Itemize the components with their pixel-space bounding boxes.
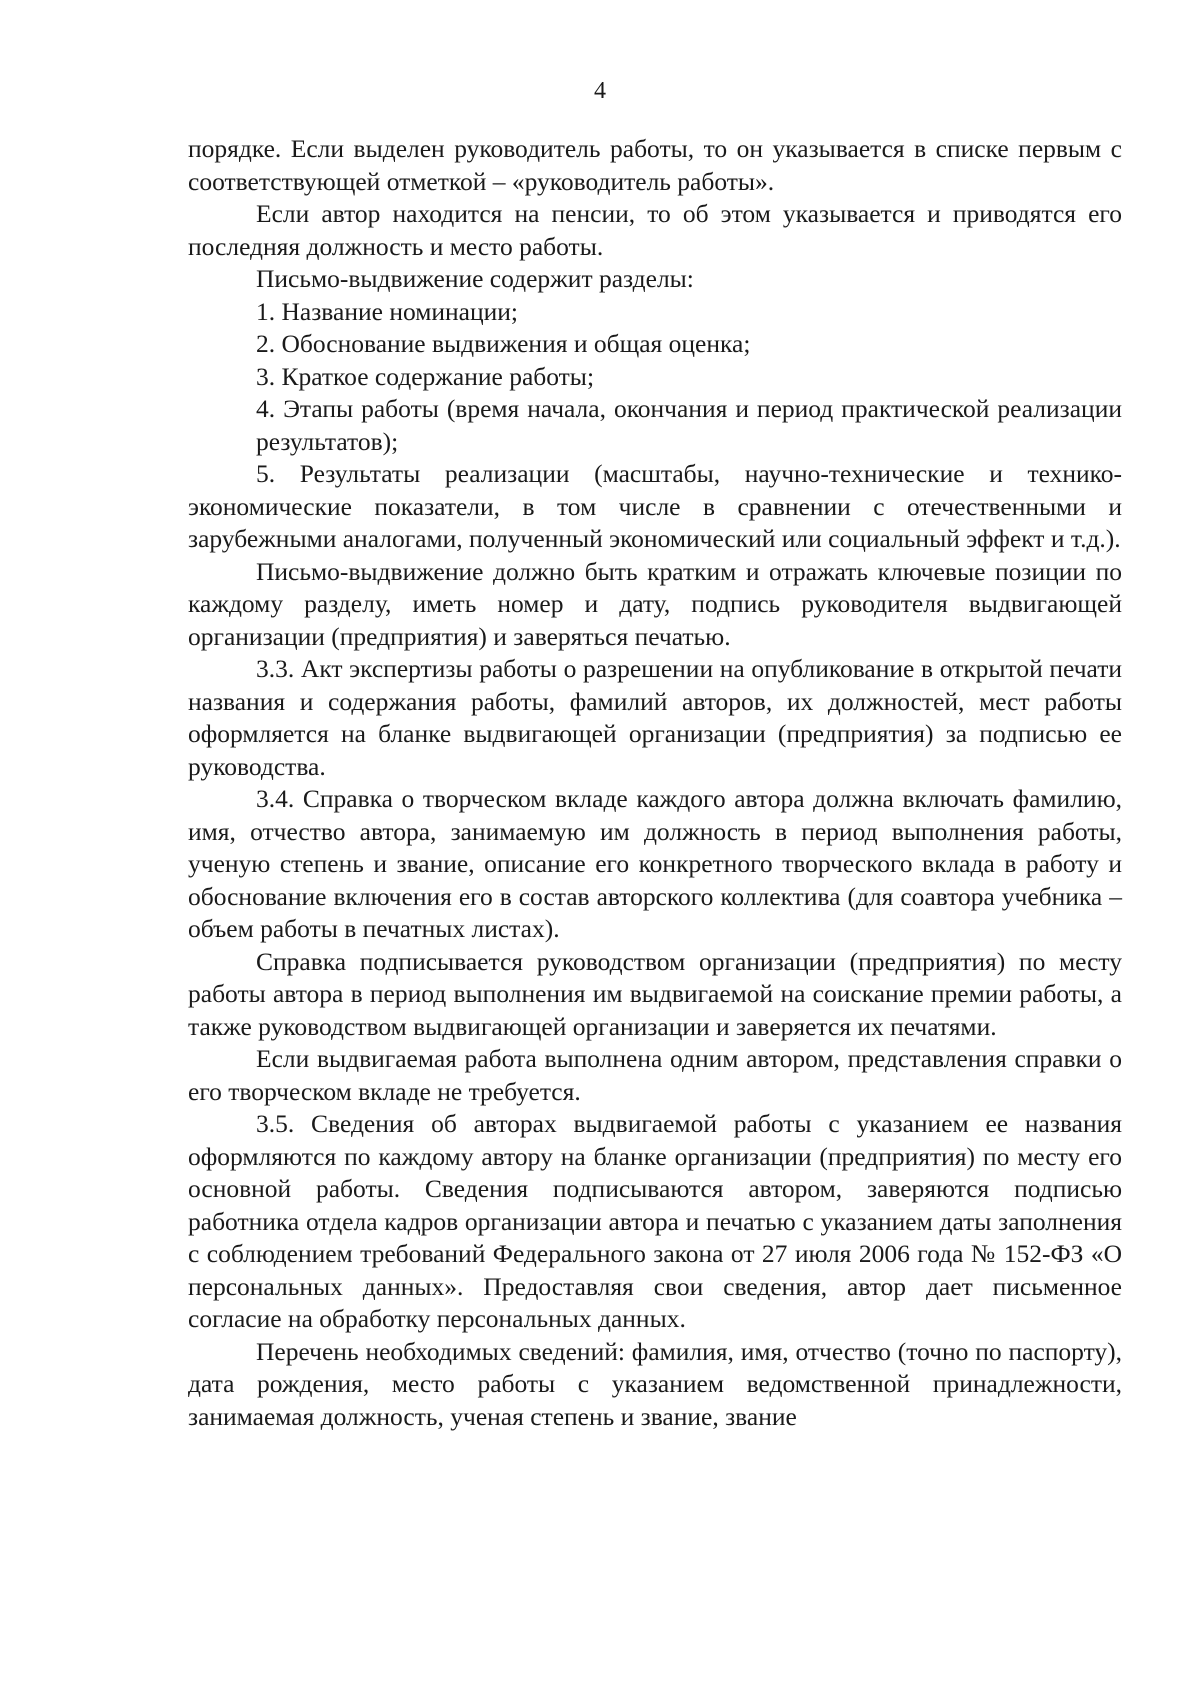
paragraph-section-3-4: 3.4. Справка о творческом вкладе каждого автора должна включать фамилию, имя, отчество автора, занимаемую им должность в период выполнения работы, ученую степень и звание, описание его конкретного творческого вклада в работу и обоснование включения его в состав авторского коллектива (для соавтора учебника – объем работы в печатных листах). bbox=[188, 784, 1122, 943]
paragraph-reference-signing: Справка подписывается руководством организации (предприятия) по месту работы автора в период выполнения им выдвигаемой на соискание премии работы, а также руководством выдвигающей организации и заверяется их печатями. bbox=[188, 946, 1122, 1041]
paragraph-retired-author: Если автор находится на пенсии, то об этом указывается и приводятся его последняя должность и место работы. bbox=[188, 199, 1122, 261]
paragraph-required-info-list: Перечень необходимых сведений: фамилия, имя, отчество (точно по паспорту), дата рождения, место работы с указанием ведомственной принадлежности, занимаемая должность, ученая степень и звание, звание bbox=[188, 1336, 1122, 1431]
list-item-4: 4. Этапы работы (время начала, окончания и период практической реализации результатов); bbox=[256, 394, 1122, 456]
list-item-2: 2. Обоснование выдвижения и общая оценка; bbox=[256, 329, 751, 358]
document-body bbox=[188, 133, 1122, 1433]
paragraph-section-3-5: 3.5. Сведения об авторах выдвигаемой работы с указанием ее названия оформляются по каждому автору на бланке организации (предприятия) по месту его основной работы. Сведения подписываются автором, заверяются подписью работника отдела кадров организации автора и печатью с указанием даты заполнения с соблюдением требований Федерального закона от 27 июля 2006 года № 152-ФЗ «О персональных данных». Предоставляя свои сведения, автор дает письменное согласие на обработку персональных данных. bbox=[188, 1109, 1122, 1333]
paragraph-section-3-3: 3.3. Акт экспертизы работы о разрешении на опубликование в открытой печати названия и содержания работы, фамилий авторов, их должностей, мест работы оформляется на бланке выдвигающей организации (предприятия) за подписью ее руководства. bbox=[188, 654, 1122, 781]
paragraph-single-author: Если выдвигаемая работа выполнена одним автором, представления справки о его творческом вкладе не требуется. bbox=[188, 1044, 1122, 1106]
list-item-1: 1. Название номинации; bbox=[256, 296, 518, 326]
list-item-3: 3. Краткое содержание работы; bbox=[256, 361, 595, 391]
paragraph-continuation: порядке. Если выделен руководитель работы, то он указывается в списке первым с соответствующей отметкой – «руководитель работы». bbox=[188, 134, 1122, 196]
paragraph-letter-requirements: Письмо-выдвижение должно быть кратким и отражать ключевые позиции по каждому разделу, иметь номер и дату, подпись руководителя выдвигающей организации (предприятия) и заверяться печатью. bbox=[188, 556, 1122, 651]
paragraph-letter-sections-intro: Письмо-выдвижение содержит разделы: bbox=[256, 264, 694, 293]
page-number: 4 bbox=[594, 78, 606, 104]
list-item-5: 5. Результаты реализации (масштабы, научно-технические и технико-экономические показатели, в том числе в сравнении с отечественными и зарубежными аналогами, полученный экономический или социальный эффект и т.д.). bbox=[188, 459, 1122, 553]
